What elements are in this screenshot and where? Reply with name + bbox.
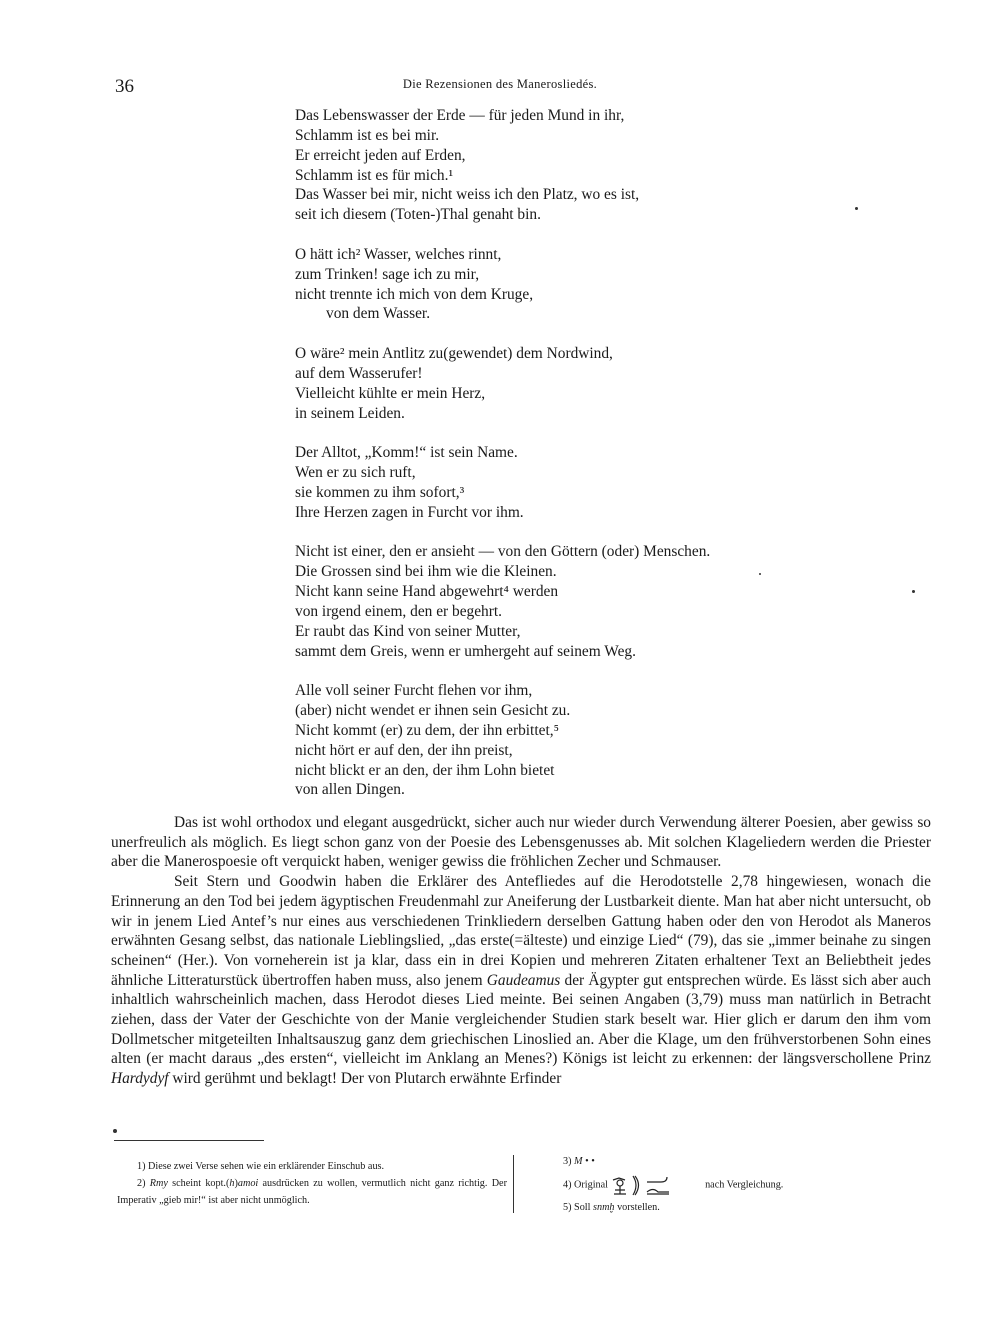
italic-term: snmḫ [593,1202,615,1213]
text-run: nach Vergleichung. [705,1179,784,1191]
footnote-3 [563,1152,893,1172]
verse-line: Wen er zu sich ruft, [295,464,416,482]
verse-line: Schlamm ist es für mich.¹ [295,166,454,184]
footnote-number: 3) [563,1156,575,1167]
text-run: wird gerühmt und beklagt! Der von Plutarch erwähnte Erfinder [168,1070,562,1088]
verse-line: Das Lebenswasser der Erde — für jeden Mund in ihr, [295,107,625,124]
running-head: Die Rezensionen des Manerosliedés. [402,77,598,91]
print-speck [759,573,761,575]
verse-line: Vielleicht kühlte er mein Herz, [295,384,486,402]
verse-line: von allen Dingen. [295,781,405,799]
stanza [295,245,815,324]
text-run: ) [234,1178,238,1189]
italic-term: Gaudeamus [486,971,561,989]
text-run: der Ägypter gut entsprechen würde. Es lässt sich aber auch inhaltlich wahrscheinlich machen, dass Herodot dieses Lied meinte. Bei seinen Angaben (3,79) muss man natürlich in Betracht ziehen, dass der Vater der Geschichte von der Manie vergleichender Studien stark beselt war. Hier glich er darum den ihm vom Dollmetscher mitgeteilten Inhaltsauszug ganz dem griechischen Linoslied an. Aber die Klage, um den frühverstorbenen Sohn eines alten (er macht daraus „des ersten“, vielleicht im Anklang an Menes?) Königs ist leicht zu erkennen: der längsverschollene Prinz [111,971,931,1068]
verse-line: Alle voll seiner Furcht flehen vor ihm, [295,682,533,700]
verse-line: von irgend einem, den er begehrt. [295,602,502,620]
hieroglyph-group-icon [611,1172,703,1198]
verse-line: nicht blickt er an den, der ihm Lohn bietet [295,761,555,779]
page-number: 36 [115,76,134,97]
verse-line: in seinem Leiden. [295,404,405,422]
verse-line: O wäre² mein Antlitz zu(gewendet) dem Nordwind, [295,345,613,363]
verse-line: Nicht kann seine Hand abgewehrt⁴ werden [295,583,559,601]
footnote-1: 1) Diese zwei Verse sehen wie ein erklärender Einschub aus. [137,1161,385,1172]
verse-line: Das Wasser bei mir, nicht weiss ich den Platz, wo es ist, [295,186,640,204]
italic-term: h [229,1178,235,1189]
text-run: vorstellen. [614,1202,660,1213]
print-speck [855,207,858,210]
print-speck [912,590,915,593]
stanza [295,542,815,661]
verse-line: Die Grossen sind bei ihm wie die Kleinen. [295,563,557,581]
italic-term: Rmy [149,1178,168,1189]
footnote-2 [117,1175,507,1209]
stanza [295,344,815,423]
footnote-column-divider [513,1155,514,1213]
paragraph [111,872,931,1089]
verse-line: sie kommen zu ihm sofort,³ [295,483,465,501]
text-run: • • [582,1156,595,1167]
verse-line: Schlamm ist es bei mir. [295,126,440,144]
verse-line: (aber) nicht wendet er ihnen sein Gesicht zu. [295,702,571,720]
verse-line: Der Alltot, „Komm!“ ist sein Name. [295,444,518,462]
text-run: 5) Soll [563,1202,594,1213]
verse-line: nicht trennte ich mich von dem Kruge, [295,285,534,303]
italic-term: Hardydyf [111,1070,169,1088]
verse-line: auf dem Wasserufer! [295,364,423,382]
text-run: Seit Stern und Goodwin haben die Erklärer des Antefliedes auf die Herodotstelle 2,78 hingewiesen, wonach die Erinnerung an den Tod bei jedem ägyptischen Freudenmahl zur Aneiferung der Lustbarkeit diente. Man hat aber nicht untersucht, ob wir in jenem Lied Antef’s nur eines aus verschiedenen Trinkliedern derselben Gattung haben oder den von Herodot als Maneros erwähnten Gesang selbst, das nationale Lieblingslied, „das erste(=älteste) und einzige Lied“ (79), das sie „immer beinahe zu singen scheinen“ (Her.). Von vorneherein ist ja klar, dass ein in drei Kopien und mehreren Zitaten erhaltener Text an Beliebtheit jedes ähnliche Litteraturstück übertroffen haben muss, also jenem [111,873,931,989]
paragraph: Das ist wohl orthodox und elegant ausgedrückt, sicher auch nur wieder durch Verwendung älterer Poesien, aber gewiss so unerfreulich als möglich. Es liegt schon ganz von der Poesie des Lebensgenusses ab. Mit solchen Klageliedern werden die Priester aber die Manerospoesie oft verquickt haben, weniger gewiss die fröhlichen Zecher und Schmauser. [111,814,931,871]
verse-line: Er erreicht jeden auf Erden, [295,146,466,164]
verse-line: nicht hört er auf den, der ihn preist, [295,741,513,759]
verse-line: seit ich diesem (Toten-)Thal genaht bin. [295,206,541,224]
stanza [295,106,815,225]
italic-term: amoi [237,1178,259,1189]
body-text [111,813,931,1089]
verse-line: sammt dem Greis, wenn er umhergeht auf seinem Weg. [295,642,636,660]
verse-line: Nicht ist einer, den er ansieht — von den Göttern (oder) Menschen. [295,543,711,561]
footnote-rule [114,1140,264,1141]
verse-line: von dem Wasser. [326,305,431,323]
text-run: 4) Original [563,1179,608,1191]
text-run: ausdrücken zu wollen, vermutlich nicht ganz richtig. Der Imperativ „gieb mir!“ ist aber nicht unmöglich. [117,1178,507,1206]
stanza [295,443,815,522]
text-run: scheint kopt.( [167,1178,230,1189]
poem [295,106,815,820]
footnote-4 [563,1172,893,1198]
print-speck [113,1129,117,1133]
footnote-5 [563,1198,893,1218]
verse-line: O hätt ich² Wasser, welches rinnt, [295,245,502,263]
footnotes-right [563,1152,893,1218]
verse-line: zum Trinken! sage ich zu mir, [295,265,480,283]
stanza [295,681,815,800]
verse-line: Ihre Herzen zagen in Furcht vor ihm. [295,503,524,521]
verse-line: Nicht kommt (er) zu dem, der ihn erbittet,⁵ [295,721,559,739]
italic-term: M [574,1156,583,1167]
verse-line: Er raubt das Kind von seiner Mutter, [295,622,521,640]
footnote-number: 2) [137,1178,150,1189]
footnotes-left [117,1158,507,1209]
